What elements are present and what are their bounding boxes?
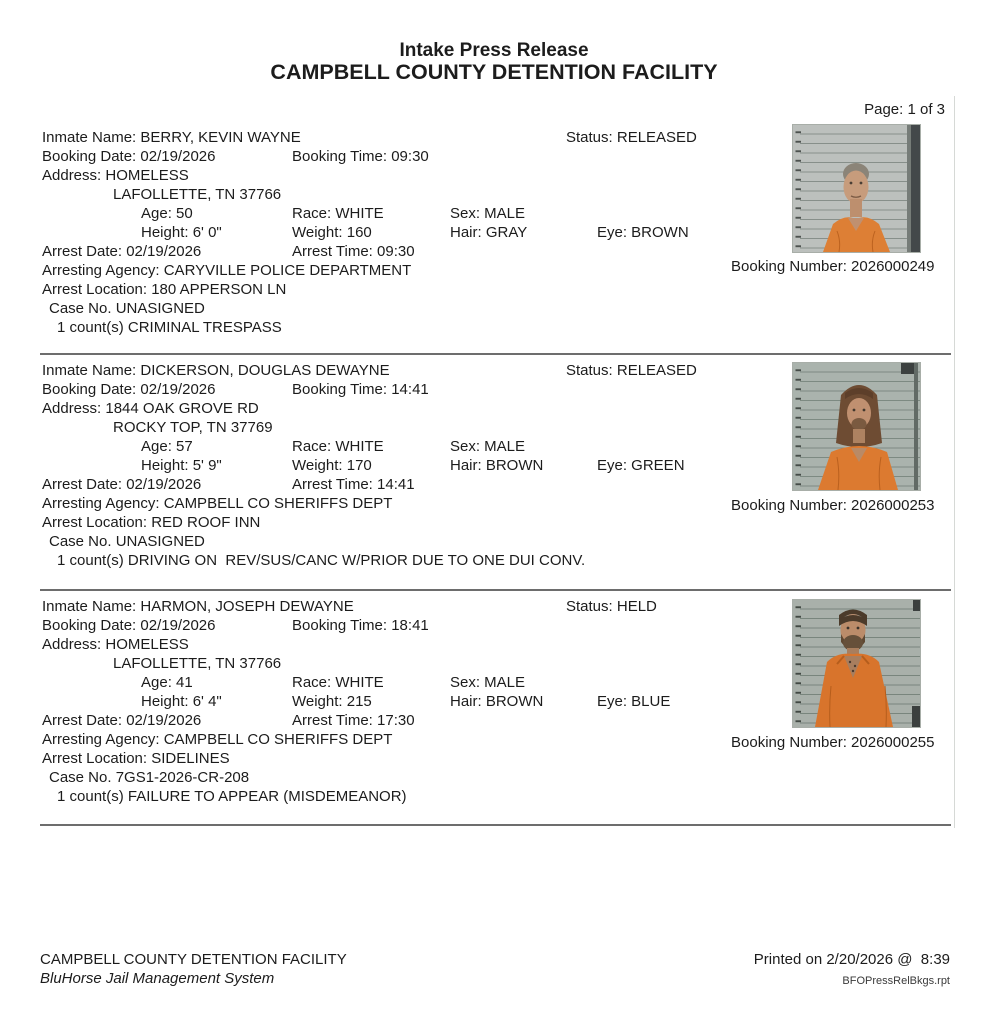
arresting-agency: Arresting Agency: CAMPBELL CO SHERIFFS DEPT	[42, 731, 393, 748]
arresting-agency: Arresting Agency: CARYVILLE POLICE DEPARTMENT	[42, 262, 412, 279]
record-divider	[40, 353, 951, 355]
height: Height: 6' 4"	[141, 693, 222, 710]
hair: Hair: BROWN	[450, 457, 544, 474]
inmate-name: Inmate Name: DICKERSON, DOUGLAS DEWAYNE	[42, 362, 390, 379]
arrest-date: Arrest Date: 02/19/2026	[42, 243, 202, 260]
arrest-time: Arrest Time: 17:30	[292, 712, 415, 729]
footer-facility-name: CAMPBELL COUNTY DETENTION FACILITY	[40, 951, 347, 968]
booking-date: Booking Date: 02/19/2026	[42, 148, 216, 165]
arrest-location: Arrest Location: SIDELINES	[42, 750, 230, 767]
height: Height: 5' 9"	[141, 457, 222, 474]
sex: Sex: MALE	[450, 438, 526, 455]
booking-number: Booking Number: 2026000249	[731, 258, 935, 275]
eye: Eye: GREEN	[597, 457, 685, 474]
status: Status: HELD	[566, 598, 657, 615]
booking-date: Booking Date: 02/19/2026	[42, 617, 216, 634]
case-number: Case No. UNASIGNED	[49, 533, 205, 550]
age: Age: 41	[141, 674, 193, 691]
address-line1: Address: 1844 OAK GROVE RD	[42, 400, 259, 417]
booking-time: Booking Time: 18:41	[292, 617, 429, 634]
mugshot-photo	[793, 600, 920, 727]
report-title: Intake Press Release	[399, 40, 589, 61]
age: Age: 57	[141, 438, 193, 455]
inmate-record	[0, 598, 988, 813]
page-indicator: Page: 1 of 3	[864, 101, 945, 118]
race: Race: WHITE	[292, 438, 384, 455]
weight: Weight: 160	[292, 224, 372, 241]
sex: Sex: MALE	[450, 205, 526, 222]
sex: Sex: MALE	[450, 674, 526, 691]
eye: Eye: BLUE	[597, 693, 671, 710]
record-divider	[40, 824, 951, 826]
case-number: Case No. UNASIGNED	[49, 300, 205, 317]
footer-report-name: BFOPressRelBkgs.rpt	[842, 975, 950, 987]
eye: Eye: BROWN	[597, 224, 689, 241]
booking-time: Booking Time: 14:41	[292, 381, 429, 398]
arrest-time: Arrest Time: 09:30	[292, 243, 415, 260]
inmate-record	[0, 362, 988, 577]
scan-edge-line	[954, 96, 955, 828]
address-line2: LAFOLLETTE, TN 37766	[113, 655, 282, 672]
arrest-date: Arrest Date: 02/19/2026	[42, 712, 202, 729]
address-line2: LAFOLLETTE, TN 37766	[113, 186, 282, 203]
inmate-name: Inmate Name: BERRY, KEVIN WAYNE	[42, 129, 301, 146]
race: Race: WHITE	[292, 674, 384, 691]
race: Race: WHITE	[292, 205, 384, 222]
charge-line: 1 count(s) CRIMINAL TRESPASS	[57, 319, 282, 336]
arrest-date: Arrest Date: 02/19/2026	[42, 476, 202, 493]
booking-time: Booking Time: 09:30	[292, 148, 429, 165]
arrest-time: Arrest Time: 14:41	[292, 476, 415, 493]
booking-date: Booking Date: 02/19/2026	[42, 381, 216, 398]
status: Status: RELEASED	[566, 362, 697, 379]
booking-number: Booking Number: 2026000253	[731, 497, 935, 514]
arrest-location: Arrest Location: 180 APPERSON LN	[42, 281, 287, 298]
booking-number: Booking Number: 2026000255	[731, 734, 935, 751]
charge-line: 1 count(s) DRIVING ON REV/SUS/CANC W/PRIOR DUE TO ONE DUI CONV.	[57, 552, 586, 569]
address-line1: Address: HOMELESS	[42, 167, 189, 184]
weight: Weight: 170	[292, 457, 372, 474]
inmate-name: Inmate Name: HARMON, JOSEPH DEWAYNE	[42, 598, 354, 615]
facility-title: CAMPBELL COUNTY DETENTION FACILITY	[270, 60, 718, 84]
arresting-agency: Arresting Agency: CAMPBELL CO SHERIFFS DEPT	[42, 495, 393, 512]
mugshot-photo	[793, 363, 920, 490]
address-line2: ROCKY TOP, TN 37769	[113, 419, 273, 436]
mugshot-photo	[793, 125, 920, 252]
hair: Hair: GRAY	[450, 224, 528, 241]
inmate-record	[0, 129, 988, 344]
height: Height: 6' 0"	[141, 224, 222, 241]
case-number: Case No. 7GS1-2026-CR-208	[49, 769, 250, 786]
arrest-location: Arrest Location: RED ROOF INN	[42, 514, 261, 531]
weight: Weight: 215	[292, 693, 372, 710]
record-divider	[40, 589, 951, 591]
charge-line: 1 count(s) FAILURE TO APPEAR (MISDEMEANOR)	[57, 788, 407, 805]
footer-system-name: BluHorse Jail Management System	[40, 970, 275, 987]
footer-printed-on: Printed on 2/20/2026 @ 8:39	[753, 951, 950, 968]
hair: Hair: BROWN	[450, 693, 544, 710]
address-line1: Address: HOMELESS	[42, 636, 189, 653]
age: Age: 50	[141, 205, 193, 222]
status: Status: RELEASED	[566, 129, 697, 146]
